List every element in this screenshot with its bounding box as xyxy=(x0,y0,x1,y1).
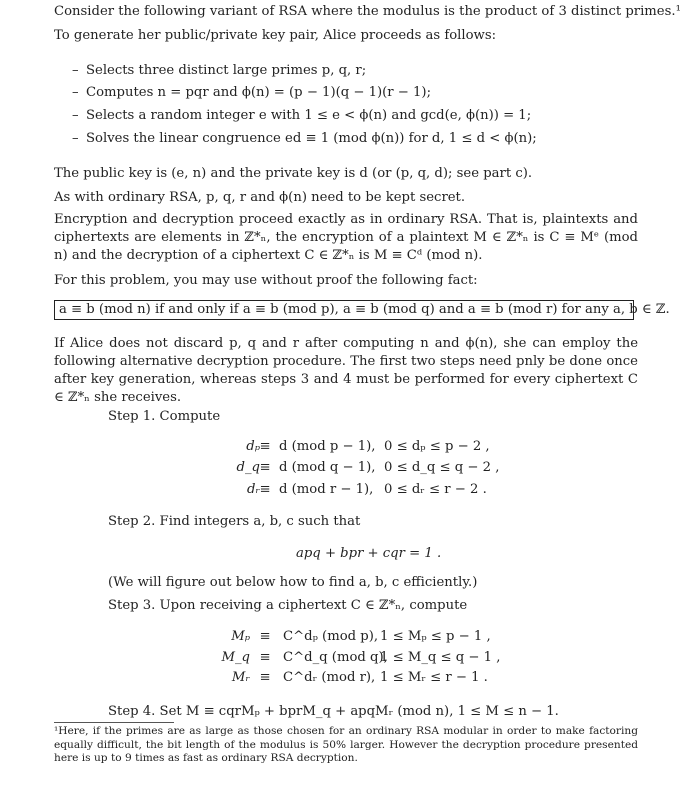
step1-heading: Step 1. Compute xyxy=(108,409,221,424)
footnote: ¹Here, if the primes are as large as those chosen for an ordinary RSA modular in order to make factoring equally difficult, the bit length of the modulus is 50% larger. However the decryption procedure presented here is up to 9 times as fast as ordinary RSA decryption. xyxy=(54,725,638,764)
list-item: – Solves the linear congruence ed ≡ 1 (mod ϕ(n)) for d, 1 ≤ d < ϕ(n); xyxy=(72,131,537,146)
step2-equation: apq + bpr + cqr = 1 . xyxy=(296,546,442,561)
footnote-divider xyxy=(54,722,174,723)
fact-box: a ≡ b (mod n) if and only if a ≡ b (mod p), a ≡ b (mod q) and a ≡ b (mod r) for any a, b ∈ ℤ. xyxy=(54,300,634,320)
step3-heading: Step 3. Upon receiving a ciphertext C ∈ ℤ*ₙ, compute xyxy=(108,598,468,613)
document-page: Consider the following variant of RSA where the modulus is the product of 3 distinct primes.¹ To generate her public/private key pair, Alice proceeds as follows: – Selects three distinct large primes p, q, r; – Computes n = pqr and ϕ(n) = (p − 1)(q − 1)(r − 1); – Selects a random integer e with 1 ≤ e < ϕ(n) and gcd(e, ϕ(n)) = 1; – Solves the linear congruence ed ≡ 1 (mod ϕ(n)) for d, 1 ≤ d < ϕ(n); The public key is (e, n) and the private key is d (or (p, q, d); see part c). As with ordinary RSA, p, q, r and ϕ(n) need to be kept secret. Encryption and decryption proceed exactly as in ordinary RSA. That is, plaintexts and ciphertexts are elements in ℤ*ₙ, the encryption of a plaintext M ∈ ℤ*ₙ is C ≡ Mᵉ (mod n) and the decryption of a ciphertext C ∈ ℤ*ₙ is M ≡ Cᵈ (mod n). For this problem, you may use without proof the following fact: a ≡ b (mod n) if and only if a ≡ b (mod p), a ≡ b (mod q) and a ≡ b (mod r) for any a, b ∈ ℤ. If Alice does not discard p, q and r after computing n and ϕ(n), she can employ the following alternative decryption procedure. The first two steps need pnly be done once after key generation, whereas steps 3 and 4 must be performed for every ciphertext C ∈ ℤ*ₙ she receives. Step 1. Compute dₚ ≡ d (mod p − 1), 0 ≤ dₚ ≤ p − 2 , d_q ≡ d (mod q − 1), 0 ≤ d_q ≤ q − 2 , dᵣ ≡ d (mod r − 1), 0 ≤ dᵣ ≤ r − 2 . Step 2. Find integers a, b, c such that apq + bpr + cqr = 1 . (We will figure out below how to find a, b, c efficiently.) Step 3. Upon receiving a ciphertext C ∈ ℤ*ₙ, compute Mₚ ≡ C^dₚ (mod p), 1 ≤ Mₚ ≤ p − 1 , M_q ≡ C^d_q (mod q), 1 ≤ M_q ≤ q − 1 , Mᵣ ≡ C^dᵣ (mod r), 1 ≤ Mᵣ ≤ r − 1 . Step 4. Set M ≡ cqrMₚ + bprM_q + apqMᵣ (mod n), 1 ≤ M ≤ n − 1. ¹Here, if the primes are as large as those chosen for an ordinary RSA modular in order to make factoring equally difficult, the bit length of the modulus is 50% larger. However the decryption procedure presented here is up to 9 times as fast as ordinary RSA decryption. xyxy=(54,4,681,764)
list-item: – Computes n = pqr and ϕ(n) = (p − 1)(q − 1)(r − 1); xyxy=(72,85,432,100)
step4-heading: Step 4. Set M ≡ cqrMₚ + bprM_q + apqMᵣ (mod n), 1 ≤ M ≤ n − 1. xyxy=(108,704,559,719)
list-item: – Selects three distinct large primes p, q, r; xyxy=(72,63,367,78)
figure-out-note: (We will figure out below how to find a, b, c efficiently.) xyxy=(108,575,478,590)
secret-paragraph: As with ordinary RSA, p, q, r and ϕ(n) need to be kept secret. xyxy=(54,190,466,205)
public-key-paragraph: The public key is (e, n) and the private key is d (or (p, q, d); see part c). xyxy=(54,166,533,181)
fact-intro: For this problem, you may use without proof the following fact: xyxy=(54,273,478,288)
step2-heading: Step 2. Find integers a, b, c such that xyxy=(108,514,361,529)
intro-paragraph: Consider the following variant of RSA where the modulus is the product of 3 distinct primes.¹ xyxy=(54,4,681,19)
list-item: – Selects a random integer e with 1 ≤ e < ϕ(n) and gcd(e, ϕ(n)) = 1; xyxy=(72,108,532,123)
encryption-paragraph: Encryption and decryption proceed exactly as in ordinary RSA. That is, plaintexts and ciphertexts are elements in ℤ*ₙ, the encryption of a plaintext M ∈ ℤ*ₙ is C ≡ Mᵉ (mod n) and the decryption of a ciphertext C ∈ ℤ*ₙ is M ≡ Cᵈ (mod n). xyxy=(54,212,638,263)
keygen-intro: To generate her public/private key pair, Alice proceeds as follows: xyxy=(54,28,497,43)
alternative-decryption-paragraph: If Alice does not discard p, q and r after computing n and ϕ(n), she can employ the following alternative decryption procedure. The first two steps need pnly be done once after key generation, whereas steps 3 and 4 must be performed for every ciphertext C ∈ ℤ*ₙ she receives. xyxy=(54,336,638,405)
